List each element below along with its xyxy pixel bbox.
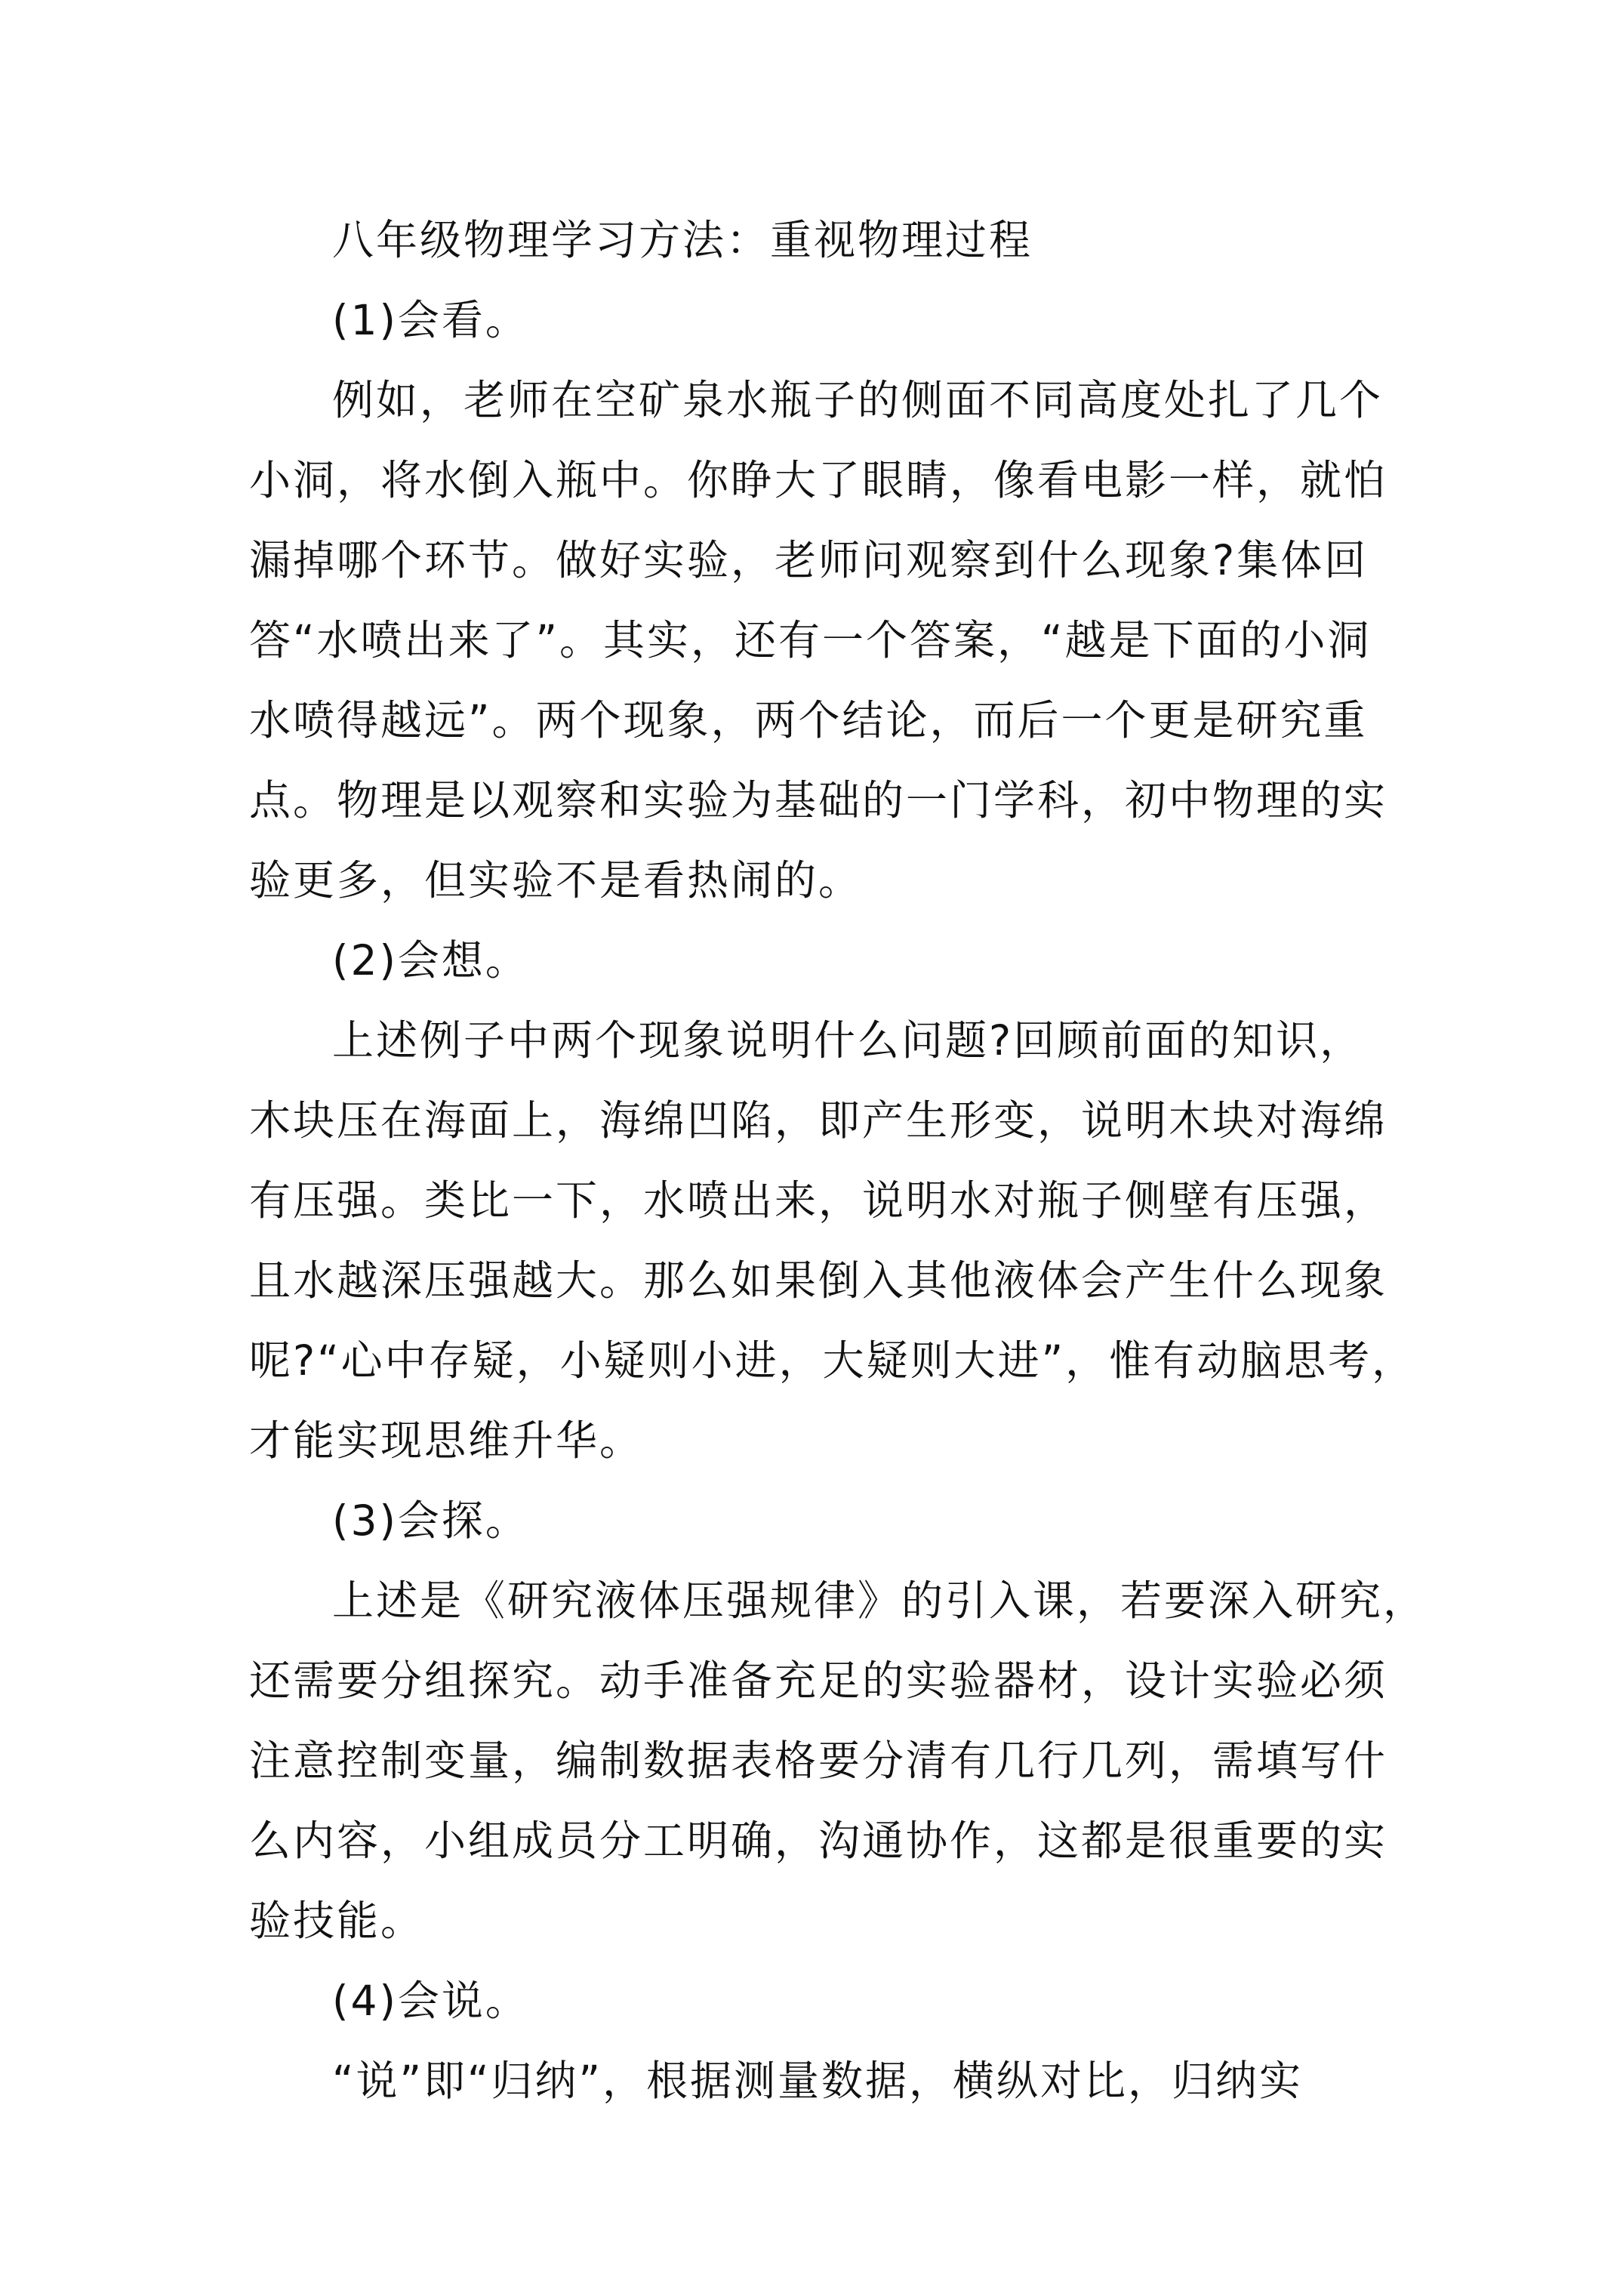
- paragraph-line: 呢?“心中存疑，小疑则小进，大疑则大进”，惟有动脑思考，: [249, 1336, 1416, 1385]
- paragraph-line: 还需要分组探究。动手准备充足的实验器材，设计实验必须: [249, 1657, 1388, 1705]
- paragraph-line: 水喷得越远”。两个现象，两个结论，而后一个更是研究重: [249, 696, 1368, 744]
- section-heading: (3)会探。: [332, 1496, 529, 1545]
- section-heading: (1)会看。: [332, 296, 529, 344]
- paragraph-line: 验技能。: [249, 1897, 425, 1945]
- paragraph-line: 小洞，将水倒入瓶中。你睁大了眼睛，像看电影一样，就怕: [249, 456, 1388, 504]
- paragraph-line: 么内容，小组成员分工明确，沟通协作，这都是很重要的实: [249, 1817, 1388, 1865]
- paragraph-line: 上述是《研究液体压强规律》的引入课，若要深入研究，: [332, 1576, 1427, 1625]
- paragraph-line: 漏掉哪个环节。做好实验，老师问观察到什么现象?集体回: [249, 536, 1369, 584]
- paragraph-line: 答“水喷出来了”。其实，还有一个答案，“越是下面的小洞: [249, 616, 1372, 664]
- document-body: [249, 200, 1427, 2121]
- paragraph-line: 验更多，但实验不是看热闹的。: [249, 856, 863, 905]
- document-title: 八年级物理学习方法：重视物理过程: [332, 216, 1033, 264]
- paragraph-line: 有压强。类比一下，水喷出来，说明水对瓶子侧壁有压强，: [249, 1176, 1388, 1225]
- paragraph-line: “说”即“归纳”，根据测量数据，横纵对比，归纳实: [332, 2057, 1303, 2105]
- paragraph-line: 木块压在海面上，海绵凹陷，即产生形变，说明木块对海绵: [249, 1096, 1388, 1145]
- paragraph-line: 注意控制变量，编制数据表格要分清有几行几列，需填写什: [249, 1737, 1388, 1785]
- section-heading: (2)会想。: [332, 936, 529, 985]
- paragraph-line: 例如，老师在空矿泉水瓶子的侧面不同高度处扎了几个: [332, 376, 1384, 424]
- paragraph-line: 点。物理是以观察和实验为基础的一门学科，初中物理的实: [249, 776, 1388, 824]
- section-heading: (4)会说。: [332, 1977, 529, 2025]
- paragraph-line: 上述例子中两个现象说明什么问题?回顾前面的知识，: [332, 1016, 1364, 1065]
- paragraph-line: 且水越深压强越大。那么如果倒入其他液体会产生什么现象: [249, 1256, 1388, 1305]
- paragraph-line: 才能实现思维升华。: [249, 1416, 644, 1465]
